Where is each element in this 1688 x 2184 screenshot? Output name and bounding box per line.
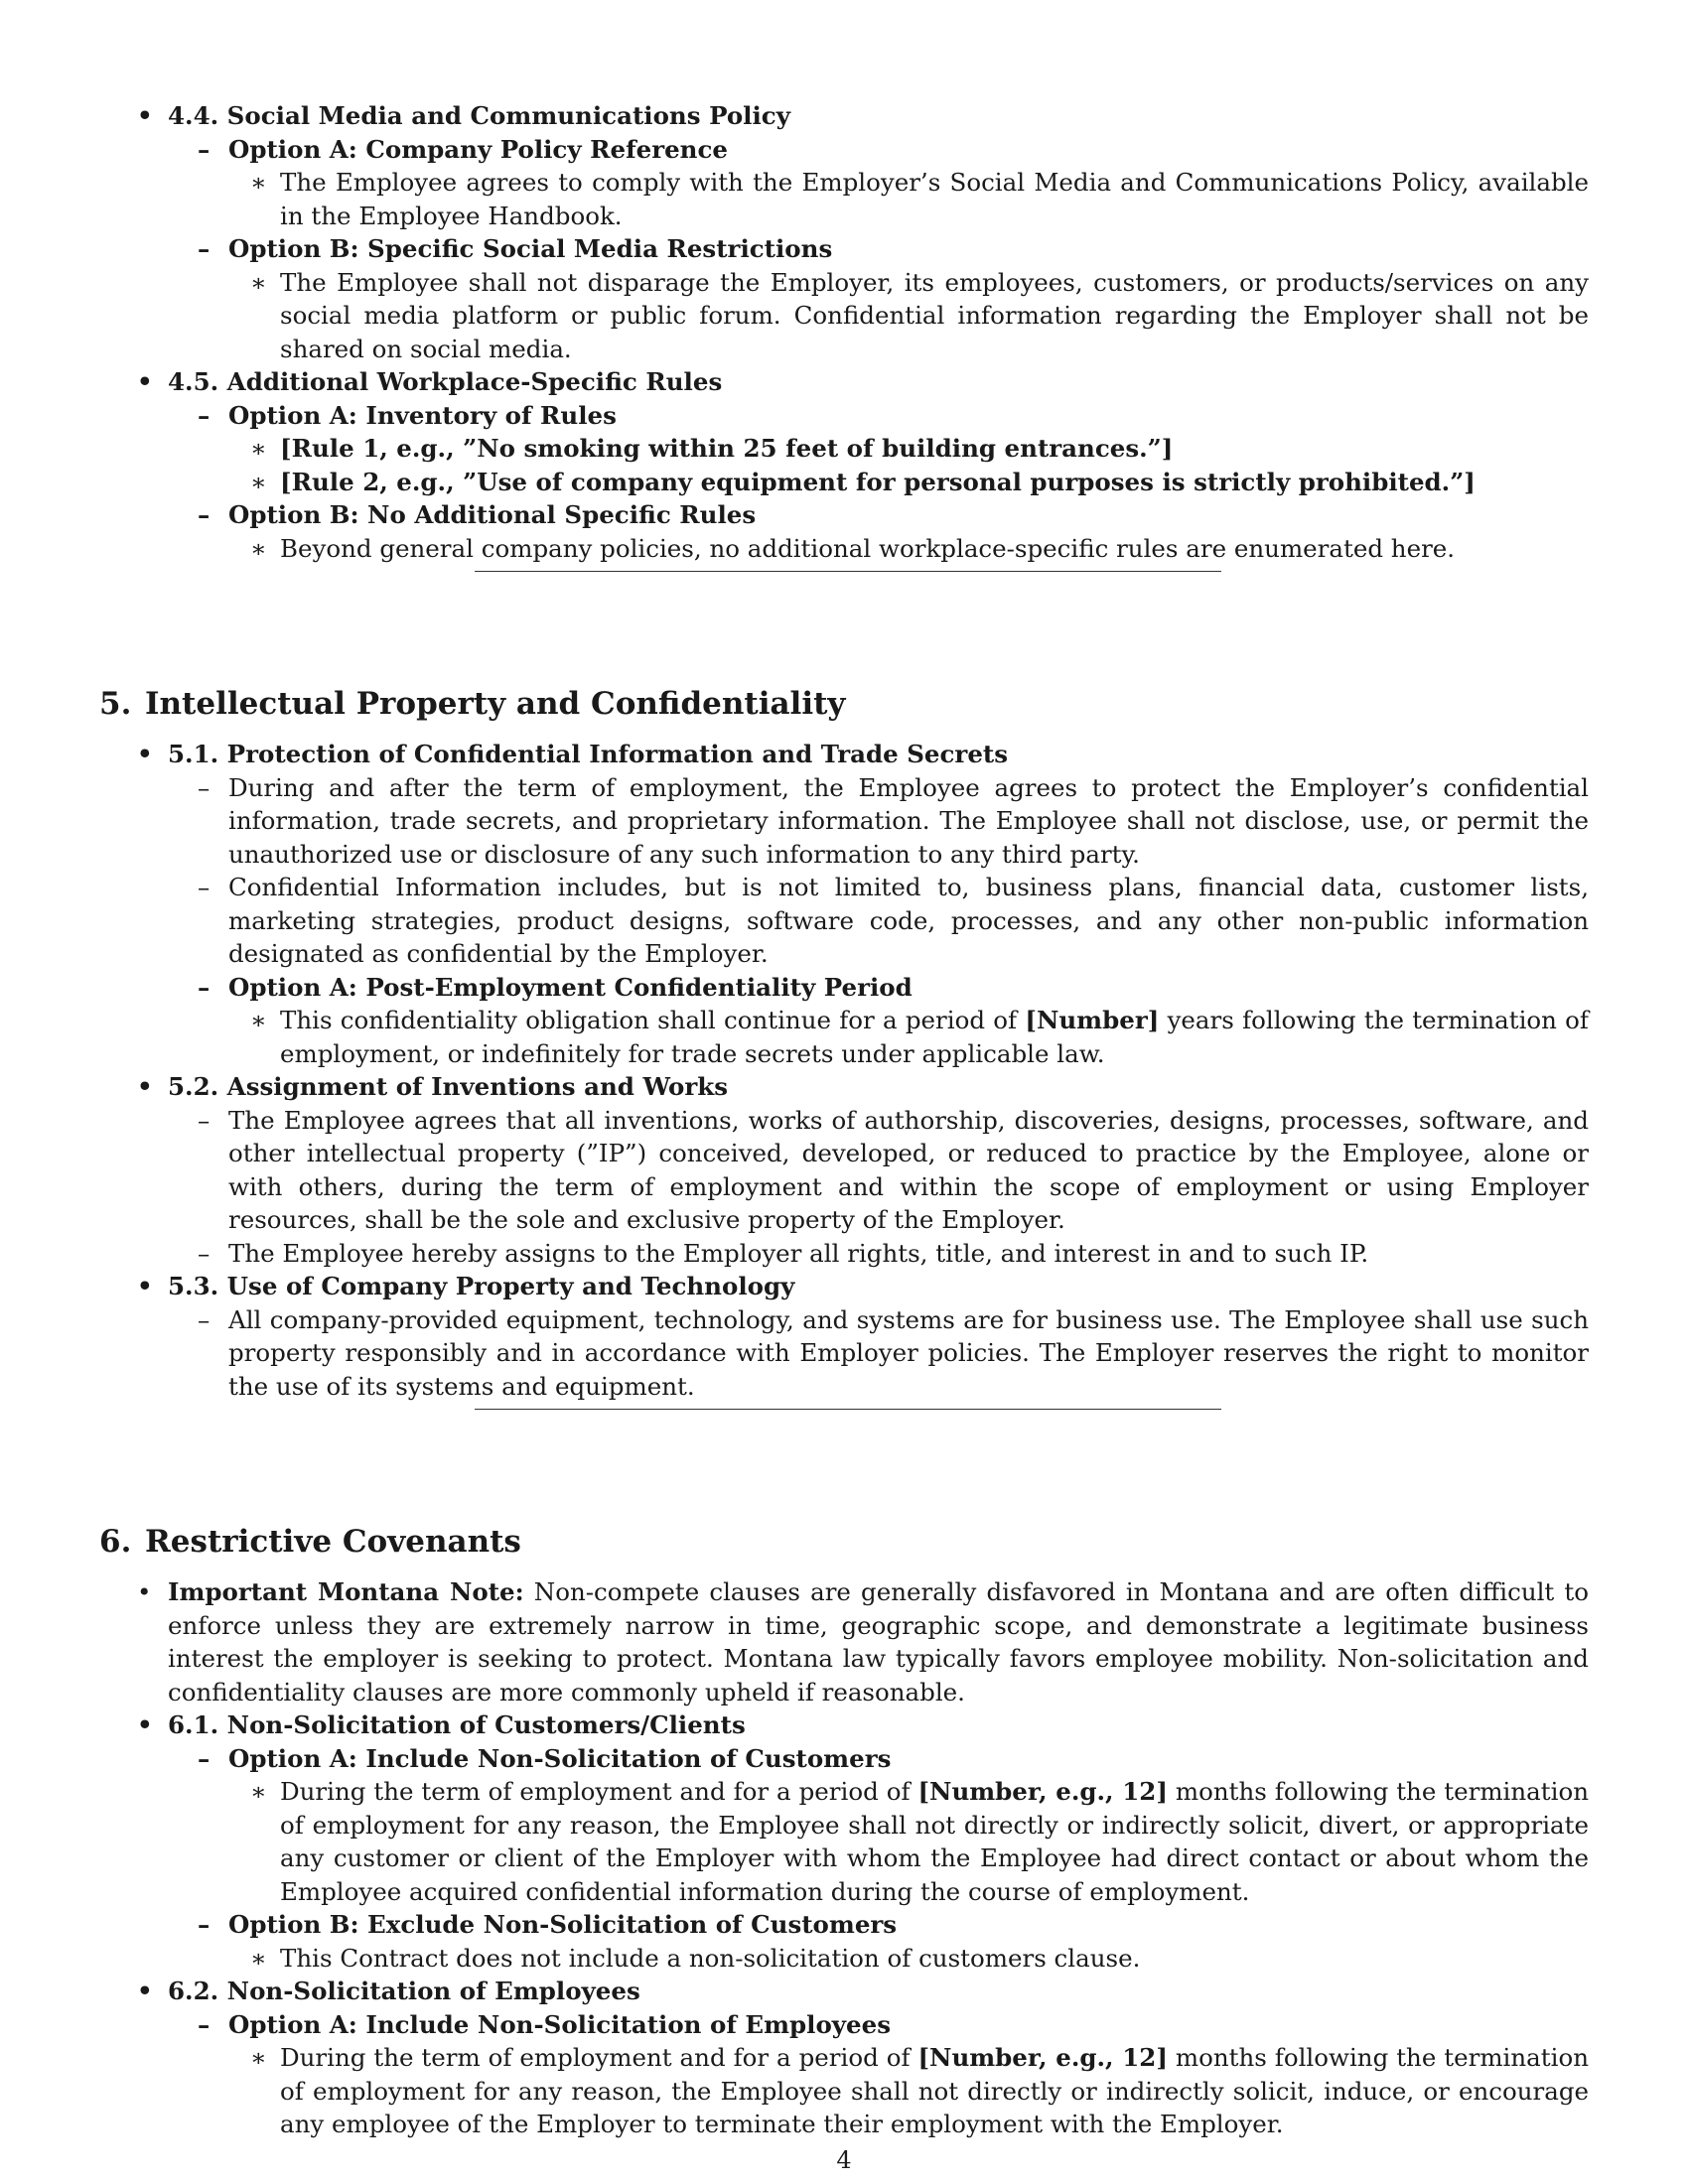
horizontal-rule	[475, 571, 1221, 572]
option-text: ∗ This Contract does not include a non-solicitation of customers clause.	[99, 1942, 1589, 1976]
bullet-icon: •	[137, 1272, 153, 1300]
dash-icon: –	[198, 1238, 211, 1268]
option-heading: – Option A: Company Policy Reference	[99, 133, 1589, 167]
bullet-icon: •	[137, 1072, 153, 1101]
option-heading: – Option B: Exclude Non-Solicitation of Customers	[99, 1908, 1589, 1942]
dash-icon: –	[198, 1304, 211, 1334]
rule-item: ∗ [Rule 2, e.g., ”Use of company equipment for personal purposes is strictly prohibited.”]	[99, 466, 1589, 499]
section-divider	[99, 1403, 1589, 1522]
bullet-icon: •	[137, 740, 153, 768]
option-text: ∗ This confidentiality obligation shall continue for a period of [Number] years following the termination of employment, or indefinitely for trade secrets under applicable law.	[250, 1006, 1590, 1068]
asterisk-icon: ∗	[250, 434, 267, 463]
horizontal-rule	[475, 1409, 1221, 1410]
option-heading: – Option A: Include Non-Solicitation of Employees	[99, 2008, 1589, 2042]
clause-text: – All company-provided equipment, technology, and systems are for business use. The Employee shall use such property responsibly and in accordance with Employer policies. The Employer reserves the right to monitor the use of its systems and equipment.	[198, 1304, 1589, 1401]
option-text: ∗ The Employee shall not disparage the Employer, its employees, customers, or products/services on any social media platform or public forum. Confidential information regarding the Employer shall not be shared on social media.	[250, 267, 1589, 363]
option-heading: – Option A: Post-Employment Confidentiality Period	[99, 971, 1589, 1005]
option-text: ∗ During the term of employment and for a period of [Number, e.g., 12] months following the termination of employment for any reason, the Employee shall not directly or indirectly solicit, induce, or encourage any employee of the Employer to terminate their employment with the Employer.	[250, 2043, 1589, 2138]
option-text: ∗ During the term of employment and for a period of [Number, e.g., 12] months following the termination of employment for any reason, the Employee shall not directly or indirectly solicit, divert, or appropriate any customer or client of the Employer with whom the Employee had direct contact or about whom the Employee acquired confidential information during the course of employment.	[250, 1777, 1589, 1906]
dash-icon: –	[198, 972, 211, 1002]
asterisk-icon: ∗	[250, 1777, 267, 1806]
option-heading: – Option A: Inventory of Rules	[99, 399, 1589, 433]
bullet-icon: •	[137, 1977, 153, 2005]
clause-text: – Confidential Information includes, but is not limited to, business plans, financial data, customer lists, marketing strategies, product designs, software code, processes, and any other non-public information designated as confidential by the Employer.	[198, 873, 1589, 968]
option-heading: – Option A: Include Non-Solicitation of Customers	[99, 1742, 1589, 1776]
dash-icon: –	[198, 873, 211, 901]
section-6-1-heading: • 6.1. Non-Solicitation of Customers/Clients	[99, 1708, 1589, 1742]
placeholder-field: [Number]	[1025, 1006, 1160, 1034]
section-5-2-heading: • 5.2. Assignment of Inventions and Works	[99, 1070, 1589, 1104]
option-heading: – Option B: No Additional Specific Rules	[99, 498, 1589, 532]
option-heading: – Option B: Specific Social Media Restrictions	[99, 232, 1589, 266]
dash-icon: –	[198, 134, 211, 164]
clause-text: – The Employee hereby assigns to the Employer all rights, title, and interest in and to such IP.	[99, 1237, 1589, 1271]
dash-icon: –	[198, 1910, 211, 1939]
montana-note: • Important Montana Note: Non-compete clauses are generally disfavored in Montana and are often difficult to enforce unless they are extremely narrow in time, geographic scope, and demonstrate a legitimate business interest the employer is seeking to protect. Montana law typically favors employee mobility. Non-solicitation and confidentiality clauses are more commonly upheld if reasonable.	[137, 1577, 1589, 1706]
dash-icon: –	[198, 2009, 211, 2039]
placeholder-field: [Number, e.g., 12]	[917, 2043, 1168, 2072]
section-4-5-heading: • 4.5. Additional Workplace-Specific Rules	[99, 365, 1589, 399]
section-6-title: 6. Restrictive Covenants	[99, 1524, 521, 1560]
bullet-icon: •	[137, 1710, 153, 1739]
bullet-icon: •	[137, 101, 153, 130]
asterisk-icon: ∗	[250, 533, 267, 563]
placeholder-field: [Number, e.g., 12]	[917, 1777, 1168, 1806]
option-text: ∗ The Employee agrees to comply with the Employer’s Social Media and Communications Policy, available in the Employee Handbook.	[250, 168, 1589, 230]
asterisk-icon: ∗	[250, 168, 267, 197]
section-5-3-heading: • 5.3. Use of Company Property and Technology	[99, 1270, 1589, 1303]
rule-item: ∗ [Rule 1, e.g., ”No smoking within 25 feet of building entrances.”]	[99, 432, 1589, 466]
section-divider	[99, 565, 1589, 684]
section-6-2-heading: • 6.2. Non-Solicitation of Employees	[99, 1975, 1589, 2008]
section-5-title: 5. Intellectual Property and Confidentiality	[99, 686, 846, 722]
dash-icon: –	[198, 234, 211, 263]
asterisk-icon: ∗	[250, 467, 267, 496]
clause-text: – The Employee agrees that all inventions, works of authorship, discoveries, designs, processes, software, and other intellectual property (”IP”) conceived, developed, or reduced to practice by the Employee, alone or with others, during the term of employment and within the scope of employment or using Employer resources, shall be the sole and exclusive property of the Employer.	[198, 1105, 1589, 1234]
dash-icon: –	[198, 772, 211, 802]
asterisk-icon: ∗	[250, 1006, 267, 1034]
dash-icon: –	[198, 1105, 211, 1135]
page-number: 4	[836, 2146, 852, 2174]
dash-icon: –	[198, 500, 211, 529]
clause-text: – During and after the term of employment, the Employee agrees to protect the Employer’s confidential information, trade secrets, and proprietary information. The Employee shall not disclose, use, or permit the unauthorized use or disclosure of any such information to any third party.	[198, 772, 1589, 869]
page-content	[99, 99, 1589, 2141]
asterisk-icon: ∗	[250, 267, 267, 297]
dash-icon: –	[198, 1743, 211, 1773]
section-5-1-heading: • 5.1. Protection of Confidential Information and Trade Secrets	[99, 738, 1589, 771]
bullet-icon: •	[137, 367, 153, 396]
dash-icon: –	[198, 400, 211, 430]
option-text: ∗ Beyond general company policies, no additional workplace-specific rules are enumerated here.	[99, 532, 1589, 566]
asterisk-icon: ∗	[250, 1943, 267, 1973]
asterisk-icon: ∗	[250, 2043, 267, 2072]
section-4-4-heading: • 4.4. Social Media and Communications Policy	[99, 99, 1589, 133]
bullet-icon: •	[137, 1577, 152, 1606]
